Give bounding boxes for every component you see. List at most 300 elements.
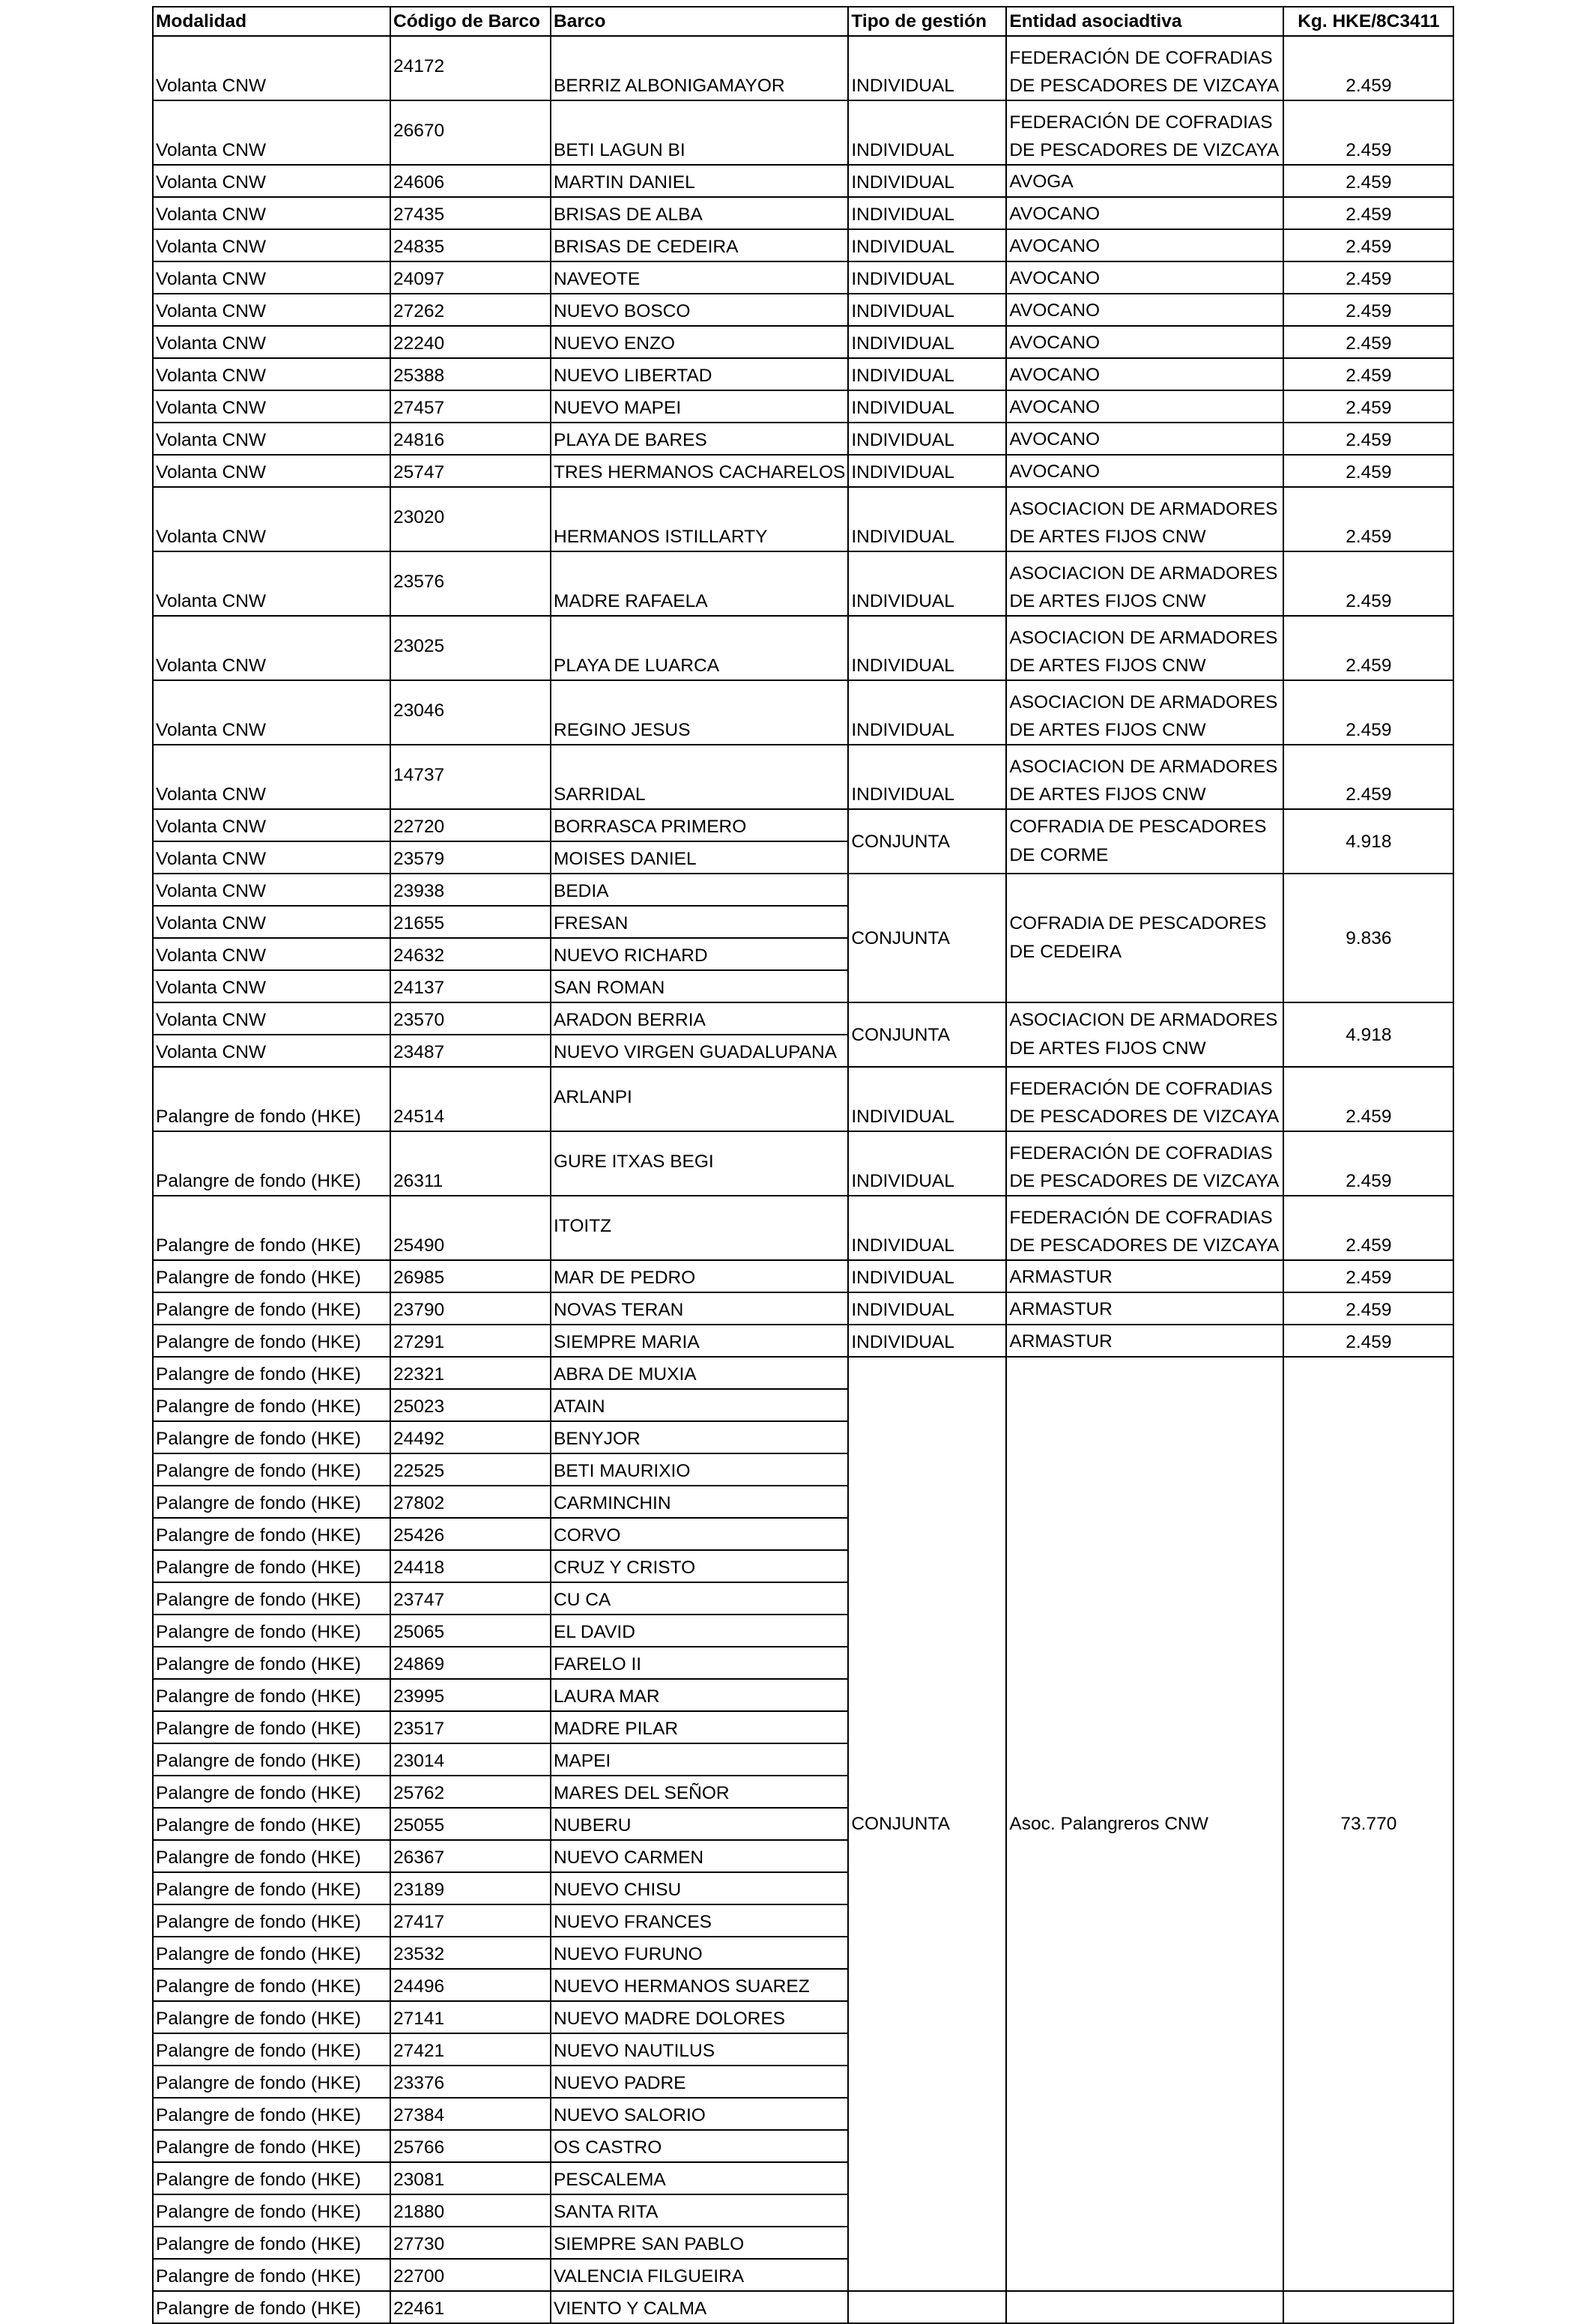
cell-tipo: INDIVIDUAL bbox=[848, 487, 1006, 551]
cell-codigo: 24835 bbox=[390, 229, 551, 261]
cell-modalidad: Palangre de fondo (HKE) bbox=[153, 1840, 390, 1872]
cell-entidad: FEDERACIÓN DE COFRADIAS DE PESCADORES DE VIZCAYA bbox=[1006, 36, 1283, 100]
cell-entidad: FEDERACIÓN DE COFRADIAS DE PESCADORES DE VIZCAYA bbox=[1006, 100, 1283, 165]
table-row bbox=[153, 326, 1453, 358]
cell-codigo: 24418 bbox=[390, 1550, 551, 1582]
cell-entidad: ASOCIACION DE ARMADORES DE ARTES FIJOS CNW bbox=[1006, 551, 1283, 616]
cell-barco: REGINO JESUS bbox=[551, 680, 848, 745]
cell-kg: 2.459 bbox=[1283, 197, 1453, 229]
cell-modalidad: Palangre de fondo (HKE) bbox=[153, 1453, 390, 1486]
cell-modalidad: Volanta CNW bbox=[153, 229, 390, 261]
cell-entidad: ASOCIACION DE ARMADORES DE ARTES FIJOS CNW bbox=[1006, 745, 1283, 809]
table-row bbox=[153, 551, 1453, 616]
table-row bbox=[153, 358, 1453, 390]
cell-barco: NUEVO NAUTILUS bbox=[551, 2033, 848, 2066]
cell-modalidad: Palangre de fondo (HKE) bbox=[153, 1550, 390, 1582]
cell-barco: SIEMPRE SAN PABLO bbox=[551, 2227, 848, 2259]
cell-barco: PLAYA DE BARES bbox=[551, 423, 848, 455]
cell-codigo: 25426 bbox=[390, 1518, 551, 1550]
cell-barco: NUEVO RICHARD bbox=[551, 938, 848, 970]
cell-barco: CARMINCHIN bbox=[551, 1486, 848, 1518]
cell-entidad: COFRADIA DE PESCADORES DE CORME bbox=[1006, 809, 1283, 874]
cell-modalidad: Volanta CNW bbox=[153, 487, 390, 551]
header-codigo: Código de Barco bbox=[390, 7, 551, 36]
cell-codigo: 26670 bbox=[390, 100, 551, 165]
cell-barco: NUEVO ENZO bbox=[551, 326, 848, 358]
cell-modalidad: Palangre de fondo (HKE) bbox=[153, 1292, 390, 1325]
header-barco: Barco bbox=[551, 7, 848, 36]
cell-codigo: 25055 bbox=[390, 1808, 551, 1840]
cell-kg: 4.918 bbox=[1283, 809, 1453, 874]
cell-modalidad: Palangre de fondo (HKE) bbox=[153, 1357, 390, 1389]
cell-kg: 2.459 bbox=[1283, 326, 1453, 358]
cell-tipo: INDIVIDUAL bbox=[848, 1067, 1006, 1131]
cell-entidad: AVOCANO bbox=[1006, 455, 1283, 487]
cell-modalidad: Palangre de fondo (HKE) bbox=[153, 2259, 390, 2291]
cell-codigo: 24869 bbox=[390, 1647, 551, 1679]
table-row bbox=[153, 229, 1453, 261]
cell-modalidad: Volanta CNW bbox=[153, 100, 390, 165]
cell-kg: 2.459 bbox=[1283, 294, 1453, 326]
cell-modalidad: Palangre de fondo (HKE) bbox=[153, 1776, 390, 1808]
cell-codigo: 24172 bbox=[390, 36, 551, 100]
table-row bbox=[153, 390, 1453, 423]
table-row bbox=[153, 261, 1453, 294]
cell-codigo: 22240 bbox=[390, 326, 551, 358]
cell-barco: FARELO II bbox=[551, 1647, 848, 1679]
cell-codigo: 23938 bbox=[390, 874, 551, 906]
cell-modalidad: Palangre de fondo (HKE) bbox=[153, 2194, 390, 2227]
header-modalidad: Modalidad bbox=[153, 7, 390, 36]
cell-barco: ABRA DE MUXIA bbox=[551, 1357, 848, 1389]
cell-modalidad: Volanta CNW bbox=[153, 165, 390, 197]
cell-modalidad: Palangre de fondo (HKE) bbox=[153, 1904, 390, 1937]
cell-entidad: AVOCANO bbox=[1006, 390, 1283, 423]
table-row bbox=[153, 294, 1453, 326]
cell-modalidad: Palangre de fondo (HKE) bbox=[153, 1743, 390, 1776]
cell-modalidad: Palangre de fondo (HKE) bbox=[153, 1679, 390, 1711]
cell-barco: SIEMPRE MARIA bbox=[551, 1325, 848, 1357]
cell-barco: NOVAS TERAN bbox=[551, 1292, 848, 1325]
cell-codigo: 23025 bbox=[390, 616, 551, 680]
cell-entidad: ASOCIACION DE ARMADORES DE ARTES FIJOS CNW bbox=[1006, 680, 1283, 745]
cell-entidad: FEDERACIÓN DE COFRADIAS DE PESCADORES DE VIZCAYA bbox=[1006, 1131, 1283, 1196]
cell-tipo: INDIVIDUAL bbox=[848, 1292, 1006, 1325]
cell-codigo: 23517 bbox=[390, 1711, 551, 1743]
table-row bbox=[153, 1292, 1453, 1325]
table-row bbox=[153, 100, 1453, 165]
cell-tipo: INDIVIDUAL bbox=[848, 745, 1006, 809]
cell-tipo: CONJUNTA bbox=[848, 1357, 1006, 2291]
cell-modalidad: Volanta CNW bbox=[153, 1002, 390, 1035]
cell-codigo: 26367 bbox=[390, 1840, 551, 1872]
cell-modalidad: Palangre de fondo (HKE) bbox=[153, 1325, 390, 1357]
cell-tipo: INDIVIDUAL bbox=[848, 294, 1006, 326]
table-row bbox=[153, 1196, 1453, 1260]
cell-barco: VIENTO Y CALMA bbox=[551, 2291, 848, 2323]
cell-barco: BERRIZ ALBONIGAMAYOR bbox=[551, 36, 848, 100]
cell-modalidad: Palangre de fondo (HKE) bbox=[153, 1389, 390, 1421]
cell-barco: HERMANOS ISTILLARTY bbox=[551, 487, 848, 551]
cell-tipo: CONJUNTA bbox=[848, 874, 1006, 1002]
cell-kg: 9.836 bbox=[1283, 874, 1453, 1002]
cell-barco: CORVO bbox=[551, 1518, 848, 1550]
cell-tipo: INDIVIDUAL bbox=[848, 1196, 1006, 1260]
cell-kg: 2.459 bbox=[1283, 487, 1453, 551]
cell-modalidad: Volanta CNW bbox=[153, 680, 390, 745]
cell-barco: MARES DEL SEÑOR bbox=[551, 1776, 848, 1808]
cell-modalidad: Volanta CNW bbox=[153, 423, 390, 455]
cell-modalidad: Volanta CNW bbox=[153, 551, 390, 616]
table-row bbox=[153, 1002, 1453, 1035]
cell-entidad: ARMASTUR bbox=[1006, 1292, 1283, 1325]
cell-tipo: INDIVIDUAL bbox=[848, 1131, 1006, 1196]
cell-modalidad: Palangre de fondo (HKE) bbox=[153, 2130, 390, 2162]
cell-entidad: ARMASTUR bbox=[1006, 1325, 1283, 1357]
cell-barco: NUEVO PADRE bbox=[551, 2066, 848, 2098]
cell-modalidad: Palangre de fondo (HKE) bbox=[153, 1486, 390, 1518]
cell-modalidad: Palangre de fondo (HKE) bbox=[153, 1615, 390, 1647]
cell-entidad: AVOCANO bbox=[1006, 326, 1283, 358]
cell-modalidad: Palangre de fondo (HKE) bbox=[153, 1196, 390, 1260]
cell-modalidad: Palangre de fondo (HKE) bbox=[153, 2033, 390, 2066]
cell-barco: ARLANPI bbox=[551, 1067, 848, 1131]
cell-barco: BETI MAURIXIO bbox=[551, 1453, 848, 1486]
cell-codigo: 27730 bbox=[390, 2227, 551, 2259]
cell-kg: 2.459 bbox=[1283, 455, 1453, 487]
table-row bbox=[153, 874, 1453, 906]
cell-codigo: 23014 bbox=[390, 1743, 551, 1776]
cell-codigo: 23532 bbox=[390, 1937, 551, 1969]
cell-kg: 2.459 bbox=[1283, 229, 1453, 261]
cell-barco: BETI LAGUN BI bbox=[551, 100, 848, 165]
cell-entidad bbox=[1006, 2291, 1283, 2323]
cell-barco: NUEVO BOSCO bbox=[551, 294, 848, 326]
cell-barco: BORRASCA PRIMERO bbox=[551, 809, 848, 841]
quota-table bbox=[152, 6, 1454, 2324]
cell-codigo: 27802 bbox=[390, 1486, 551, 1518]
table-row bbox=[153, 1067, 1453, 1131]
cell-barco: NUEVO SALORIO bbox=[551, 2098, 848, 2130]
cell-modalidad: Palangre de fondo (HKE) bbox=[153, 1131, 390, 1196]
cell-kg: 2.459 bbox=[1283, 1292, 1453, 1325]
cell-tipo: INDIVIDUAL bbox=[848, 423, 1006, 455]
cell-barco: BEDIA bbox=[551, 874, 848, 906]
cell-kg: 2.459 bbox=[1283, 165, 1453, 197]
cell-codigo: 25065 bbox=[390, 1615, 551, 1647]
table-row bbox=[153, 616, 1453, 680]
cell-modalidad: Palangre de fondo (HKE) bbox=[153, 1711, 390, 1743]
table-row bbox=[153, 197, 1453, 229]
cell-entidad: AVOCANO bbox=[1006, 261, 1283, 294]
cell-tipo: INDIVIDUAL bbox=[848, 455, 1006, 487]
cell-barco: BRISAS DE ALBA bbox=[551, 197, 848, 229]
cell-tipo: INDIVIDUAL bbox=[848, 616, 1006, 680]
cell-tipo: INDIVIDUAL bbox=[848, 326, 1006, 358]
cell-codigo: 24137 bbox=[390, 970, 551, 1002]
cell-barco: SAN ROMAN bbox=[551, 970, 848, 1002]
cell-codigo: 23579 bbox=[390, 841, 551, 874]
cell-entidad: ASOCIACION DE ARMADORES DE ARTES FIJOS CNW bbox=[1006, 1002, 1283, 1067]
cell-barco: NUEVO MAPEI bbox=[551, 390, 848, 423]
header-row bbox=[153, 7, 1453, 36]
cell-modalidad: Palangre de fondo (HKE) bbox=[153, 2001, 390, 2033]
cell-codigo: 27417 bbox=[390, 1904, 551, 1937]
cell-kg: 2.459 bbox=[1283, 616, 1453, 680]
cell-entidad: AVOCANO bbox=[1006, 197, 1283, 229]
cell-codigo: 24492 bbox=[390, 1421, 551, 1453]
cell-tipo: CONJUNTA bbox=[848, 809, 1006, 874]
cell-barco: SANTA RITA bbox=[551, 2194, 848, 2227]
cell-kg: 2.459 bbox=[1283, 1067, 1453, 1131]
table-row bbox=[153, 680, 1453, 745]
cell-barco: NUEVO LIBERTAD bbox=[551, 358, 848, 390]
cell-tipo: INDIVIDUAL bbox=[848, 680, 1006, 745]
cell-modalidad: Volanta CNW bbox=[153, 970, 390, 1002]
cell-kg: 2.459 bbox=[1283, 745, 1453, 809]
cell-modalidad: Palangre de fondo (HKE) bbox=[153, 2291, 390, 2323]
cell-barco: BRISAS DE CEDEIRA bbox=[551, 229, 848, 261]
cell-barco: PESCALEMA bbox=[551, 2162, 848, 2194]
cell-modalidad: Palangre de fondo (HKE) bbox=[153, 1421, 390, 1453]
cell-tipo: INDIVIDUAL bbox=[848, 1325, 1006, 1357]
cell-entidad: ASOCIACION DE ARMADORES DE ARTES FIJOS CNW bbox=[1006, 616, 1283, 680]
cell-codigo: 22700 bbox=[390, 2259, 551, 2291]
cell-barco: BENYJOR bbox=[551, 1421, 848, 1453]
cell-modalidad: Volanta CNW bbox=[153, 197, 390, 229]
cell-tipo: INDIVIDUAL bbox=[848, 100, 1006, 165]
table-row bbox=[153, 455, 1453, 487]
table-row bbox=[153, 165, 1453, 197]
cell-codigo: 25023 bbox=[390, 1389, 551, 1421]
cell-modalidad: Palangre de fondo (HKE) bbox=[153, 1647, 390, 1679]
cell-kg: 2.459 bbox=[1283, 100, 1453, 165]
cell-kg: 73.770 bbox=[1283, 1357, 1453, 2291]
cell-tipo: INDIVIDUAL bbox=[848, 261, 1006, 294]
cell-codigo: 27291 bbox=[390, 1325, 551, 1357]
cell-entidad: COFRADIA DE PESCADORES DE CEDEIRA bbox=[1006, 874, 1283, 1002]
cell-codigo: 25747 bbox=[390, 455, 551, 487]
cell-modalidad: Palangre de fondo (HKE) bbox=[153, 1937, 390, 1969]
cell-codigo: 27141 bbox=[390, 2001, 551, 2033]
cell-barco: NUEVO CHISU bbox=[551, 1872, 848, 1904]
cell-tipo: INDIVIDUAL bbox=[848, 390, 1006, 423]
table-row bbox=[153, 423, 1453, 455]
cell-kg: 2.459 bbox=[1283, 423, 1453, 455]
table-row bbox=[153, 487, 1453, 551]
cell-barco: SARRIDAL bbox=[551, 745, 848, 809]
cell-entidad: AVOGA bbox=[1006, 165, 1283, 197]
table-row bbox=[153, 809, 1453, 841]
cell-tipo: INDIVIDUAL bbox=[848, 551, 1006, 616]
cell-modalidad: Palangre de fondo (HKE) bbox=[153, 2227, 390, 2259]
cell-codigo: 14737 bbox=[390, 745, 551, 809]
cell-modalidad: Palangre de fondo (HKE) bbox=[153, 1872, 390, 1904]
cell-tipo: INDIVIDUAL bbox=[848, 36, 1006, 100]
cell-modalidad: Palangre de fondo (HKE) bbox=[153, 2066, 390, 2098]
cell-tipo bbox=[848, 2291, 1006, 2323]
table-body bbox=[153, 36, 1453, 2323]
cell-barco: VALENCIA FILGUEIRA bbox=[551, 2259, 848, 2291]
cell-entidad: AVOCANO bbox=[1006, 423, 1283, 455]
cell-modalidad: Volanta CNW bbox=[153, 36, 390, 100]
cell-tipo: INDIVIDUAL bbox=[848, 358, 1006, 390]
table-row bbox=[153, 1260, 1453, 1292]
cell-barco: NUEVO VIRGEN GUADALUPANA bbox=[551, 1035, 848, 1067]
cell-modalidad: Palangre de fondo (HKE) bbox=[153, 1067, 390, 1131]
cell-codigo: 25490 bbox=[390, 1196, 551, 1260]
header-kg: Kg. HKE/8C3411 bbox=[1283, 7, 1453, 36]
cell-modalidad: Volanta CNW bbox=[153, 261, 390, 294]
cell-modalidad: Volanta CNW bbox=[153, 455, 390, 487]
cell-modalidad: Palangre de fondo (HKE) bbox=[153, 2162, 390, 2194]
cell-codigo: 27421 bbox=[390, 2033, 551, 2066]
cell-codigo: 23747 bbox=[390, 1582, 551, 1615]
cell-modalidad: Volanta CNW bbox=[153, 294, 390, 326]
cell-modalidad: Volanta CNW bbox=[153, 358, 390, 390]
cell-barco: MAPEI bbox=[551, 1743, 848, 1776]
cell-barco: NUEVO CARMEN bbox=[551, 1840, 848, 1872]
table-row bbox=[153, 1131, 1453, 1196]
cell-codigo: 27262 bbox=[390, 294, 551, 326]
cell-tipo: INDIVIDUAL bbox=[848, 229, 1006, 261]
cell-barco: NUEVO FRANCES bbox=[551, 1904, 848, 1937]
cell-barco: ARADON BERRIA bbox=[551, 1002, 848, 1035]
cell-modalidad: Volanta CNW bbox=[153, 616, 390, 680]
cell-barco: NUBERU bbox=[551, 1808, 848, 1840]
cell-codigo: 23189 bbox=[390, 1872, 551, 1904]
table-row bbox=[153, 1357, 1453, 1389]
header-entidad: Entidad asociadtiva bbox=[1006, 7, 1283, 36]
cell-codigo: 23376 bbox=[390, 2066, 551, 2098]
cell-barco: MARTIN DANIEL bbox=[551, 165, 848, 197]
cell-codigo: 24632 bbox=[390, 938, 551, 970]
cell-entidad: AVOCANO bbox=[1006, 229, 1283, 261]
cell-modalidad: Volanta CNW bbox=[153, 390, 390, 423]
cell-codigo: 22720 bbox=[390, 809, 551, 841]
cell-kg: 2.459 bbox=[1283, 551, 1453, 616]
cell-modalidad: Palangre de fondo (HKE) bbox=[153, 1808, 390, 1840]
cell-codigo: 23487 bbox=[390, 1035, 551, 1067]
cell-barco: TRES HERMANOS CACHARELOS bbox=[551, 455, 848, 487]
cell-kg: 2.459 bbox=[1283, 390, 1453, 423]
cell-entidad: FEDERACIÓN DE COFRADIAS DE PESCADORES DE VIZCAYA bbox=[1006, 1067, 1283, 1131]
cell-codigo: 21655 bbox=[390, 906, 551, 938]
cell-barco: MOISES DANIEL bbox=[551, 841, 848, 874]
cell-barco: CRUZ Y CRISTO bbox=[551, 1550, 848, 1582]
cell-barco: EL DAVID bbox=[551, 1615, 848, 1647]
cell-kg: 2.459 bbox=[1283, 36, 1453, 100]
header-tipo: Tipo de gestión bbox=[848, 7, 1006, 36]
cell-codigo: 23995 bbox=[390, 1679, 551, 1711]
cell-codigo: 21880 bbox=[390, 2194, 551, 2227]
cell-modalidad: Volanta CNW bbox=[153, 745, 390, 809]
cell-tipo: INDIVIDUAL bbox=[848, 197, 1006, 229]
cell-barco: CU CA bbox=[551, 1582, 848, 1615]
cell-codigo: 23020 bbox=[390, 487, 551, 551]
cell-codigo: 27457 bbox=[390, 390, 551, 423]
cell-barco: FRESAN bbox=[551, 906, 848, 938]
table-row bbox=[153, 745, 1453, 809]
cell-modalidad: Volanta CNW bbox=[153, 809, 390, 841]
cell-codigo: 24514 bbox=[390, 1067, 551, 1131]
cell-codigo: 23570 bbox=[390, 1002, 551, 1035]
cell-entidad: FEDERACIÓN DE COFRADIAS DE PESCADORES DE VIZCAYA bbox=[1006, 1196, 1283, 1260]
cell-kg: 2.459 bbox=[1283, 680, 1453, 745]
cell-entidad: ASOCIACION DE ARMADORES DE ARTES FIJOS CNW bbox=[1006, 487, 1283, 551]
cell-modalidad: Palangre de fondo (HKE) bbox=[153, 1260, 390, 1292]
cell-tipo: INDIVIDUAL bbox=[848, 165, 1006, 197]
cell-modalidad: Volanta CNW bbox=[153, 326, 390, 358]
cell-codigo: 26311 bbox=[390, 1131, 551, 1196]
cell-codigo: 26985 bbox=[390, 1260, 551, 1292]
cell-kg: 4.918 bbox=[1283, 1002, 1453, 1067]
cell-codigo: 23081 bbox=[390, 2162, 551, 2194]
cell-tipo: INDIVIDUAL bbox=[848, 1260, 1006, 1292]
cell-kg bbox=[1283, 2291, 1453, 2323]
cell-kg: 2.459 bbox=[1283, 358, 1453, 390]
cell-modalidad: Palangre de fondo (HKE) bbox=[153, 1518, 390, 1550]
cell-entidad: AVOCANO bbox=[1006, 358, 1283, 390]
cell-barco: MADRE RAFAELA bbox=[551, 551, 848, 616]
cell-barco: NUEVO MADRE DOLORES bbox=[551, 2001, 848, 2033]
cell-modalidad: Volanta CNW bbox=[153, 1035, 390, 1067]
cell-codigo: 27384 bbox=[390, 2098, 551, 2130]
cell-barco: NAVEOTE bbox=[551, 261, 848, 294]
cell-barco: ATAIN bbox=[551, 1389, 848, 1421]
cell-entidad: AVOCANO bbox=[1006, 294, 1283, 326]
cell-kg: 2.459 bbox=[1283, 1260, 1453, 1292]
cell-codigo: 23046 bbox=[390, 680, 551, 745]
cell-codigo: 24816 bbox=[390, 423, 551, 455]
cell-modalidad: Volanta CNW bbox=[153, 906, 390, 938]
cell-kg: 2.459 bbox=[1283, 1131, 1453, 1196]
cell-codigo: 25762 bbox=[390, 1776, 551, 1808]
cell-modalidad: Palangre de fondo (HKE) bbox=[153, 1969, 390, 2001]
cell-kg: 2.459 bbox=[1283, 261, 1453, 294]
cell-codigo: 22525 bbox=[390, 1453, 551, 1486]
cell-barco: MAR DE PEDRO bbox=[551, 1260, 848, 1292]
cell-codigo: 22461 bbox=[390, 2291, 551, 2323]
cell-barco: NUEVO HERMANOS SUAREZ bbox=[551, 1969, 848, 2001]
cell-kg: 2.459 bbox=[1283, 1196, 1453, 1260]
cell-modalidad: Palangre de fondo (HKE) bbox=[153, 2098, 390, 2130]
cell-barco: NUEVO FURUNO bbox=[551, 1937, 848, 1969]
cell-codigo: 23790 bbox=[390, 1292, 551, 1325]
cell-tipo: CONJUNTA bbox=[848, 1002, 1006, 1067]
cell-codigo: 22321 bbox=[390, 1357, 551, 1389]
cell-modalidad: Volanta CNW bbox=[153, 841, 390, 874]
cell-modalidad: Palangre de fondo (HKE) bbox=[153, 1582, 390, 1615]
cell-codigo: 24496 bbox=[390, 1969, 551, 2001]
table-row bbox=[153, 36, 1453, 100]
cell-modalidad: Volanta CNW bbox=[153, 874, 390, 906]
cell-codigo: 25388 bbox=[390, 358, 551, 390]
cell-modalidad: Volanta CNW bbox=[153, 938, 390, 970]
cell-entidad: Asoc. Palangreros CNW bbox=[1006, 1357, 1283, 2291]
table-row bbox=[153, 2291, 1453, 2323]
cell-codigo: 25766 bbox=[390, 2130, 551, 2162]
cell-kg: 2.459 bbox=[1283, 1325, 1453, 1357]
cell-barco: LAURA MAR bbox=[551, 1679, 848, 1711]
cell-barco: MADRE PILAR bbox=[551, 1711, 848, 1743]
cell-codigo: 23576 bbox=[390, 551, 551, 616]
cell-barco: GURE ITXAS BEGI bbox=[551, 1131, 848, 1196]
cell-codigo: 27435 bbox=[390, 197, 551, 229]
table-row bbox=[153, 1325, 1453, 1357]
cell-entidad: ARMASTUR bbox=[1006, 1260, 1283, 1292]
cell-codigo: 24606 bbox=[390, 165, 551, 197]
